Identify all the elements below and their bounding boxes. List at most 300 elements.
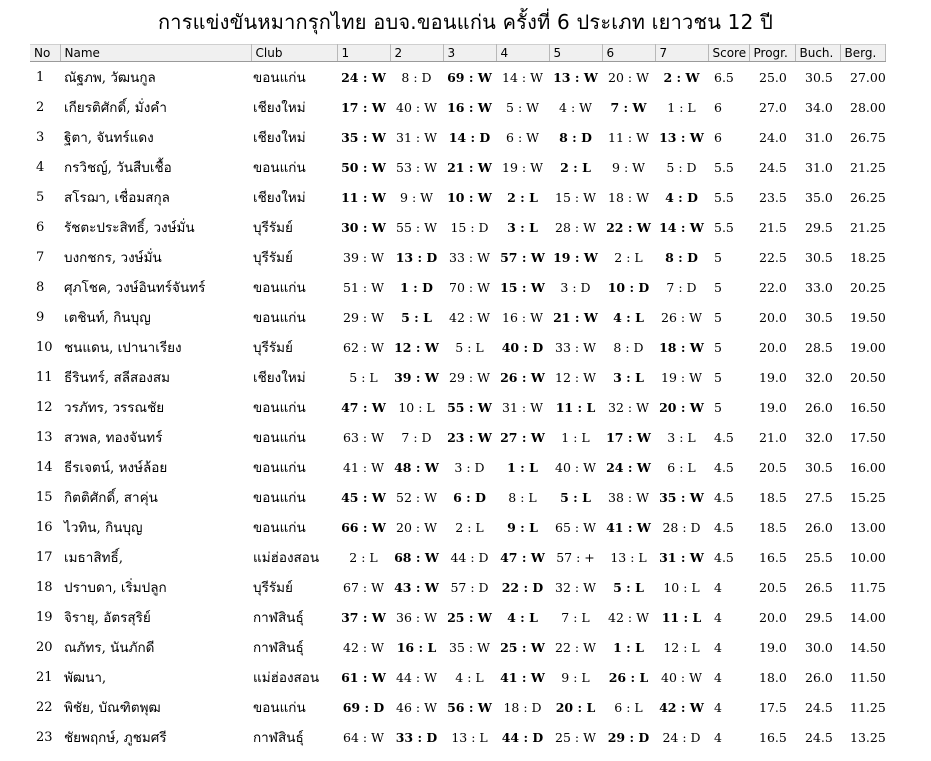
cell-player-name: ณัฐภพ, วัฒนกูล: [64, 70, 156, 86]
cell-progr: 19.0: [759, 399, 787, 415]
cell-round-4: 15 : W: [500, 279, 545, 295]
col-header-name[interactable]: Name: [60, 45, 251, 62]
cell-buch: 29.5: [805, 219, 833, 235]
cell-club: บุรีรัมย์: [253, 580, 293, 596]
cell-berg: 26.75: [850, 129, 886, 145]
cell-club: กาฬสินธุ์: [253, 610, 304, 626]
cell-round-1: 66 : W: [341, 519, 386, 535]
cell-buch: 24.5: [805, 729, 833, 745]
cell-round-4: 57 : W: [500, 249, 545, 265]
cell-round-3: 21 : W: [447, 159, 492, 175]
cell-score: 4.5: [714, 519, 734, 535]
cell-round-3: 3 : D: [454, 459, 485, 475]
cell-round-6: 5 : L: [613, 579, 644, 595]
table-row[interactable]: [30, 662, 886, 692]
table-row[interactable]: [30, 722, 886, 752]
cell-score: 5: [714, 369, 722, 385]
cell-player-name: ชัยพฤกษ์, ภูชมศรี: [64, 730, 167, 746]
cell-player-name: สวพล, ทองจันทร์: [64, 430, 163, 446]
cell-round-4: 47 : W: [500, 549, 545, 565]
cell-round-4: 26 : W: [500, 369, 545, 385]
cell-round-6: 22 : W: [606, 219, 651, 235]
cell-progr: 16.5: [759, 729, 787, 745]
col-header-round-5[interactable]: 5: [549, 45, 602, 62]
cell-score: 5.5: [714, 189, 734, 205]
cell-buch: 31.0: [805, 159, 833, 175]
cell-progr: 19.0: [759, 369, 787, 385]
cell-round-6: 42 : W: [608, 609, 649, 625]
cell-round-4: 6 : W: [506, 129, 539, 145]
cell-player-name: ชนแดน, เปานาเรียง: [64, 340, 182, 356]
col-header-club[interactable]: Club: [251, 45, 337, 62]
table-row[interactable]: [30, 302, 886, 332]
cell-berg: 28.00: [850, 99, 886, 115]
cell-club: ขอนแก่น: [253, 280, 306, 296]
cell-round-1: 35 : W: [341, 129, 386, 145]
table-row[interactable]: [30, 632, 886, 662]
cell-round-2: 46 : W: [396, 699, 437, 715]
cell-round-1: 39 : W: [343, 249, 384, 265]
cell-club: ขอนแก่น: [253, 70, 306, 86]
cell-player-name: ณภัทร, นันภักดี: [64, 640, 155, 656]
cell-player-name: ธีรินทร์, สลีสองสม: [64, 370, 171, 386]
cell-round-4: 18 : D: [503, 699, 542, 715]
cell-round-6: 13 : L: [610, 549, 647, 565]
col-header-progr[interactable]: Progr.: [749, 45, 795, 62]
cell-round-6: 1 : L: [613, 639, 644, 655]
cell-round-6: 17 : W: [606, 429, 651, 445]
col-header-round-4[interactable]: 4: [496, 45, 549, 62]
cell-round-4: 19 : W: [502, 159, 543, 175]
cell-round-5: 19 : W: [553, 249, 598, 265]
col-header-buch[interactable]: Buch.: [795, 45, 840, 62]
cell-round-6: 7 : W: [610, 99, 647, 115]
cell-buch: 26.5: [805, 579, 833, 595]
cell-round-7: 35 : W: [659, 489, 704, 505]
cell-round-5: 13 : W: [553, 69, 598, 85]
table-row[interactable]: [30, 572, 886, 602]
cell-score: 5.5: [714, 159, 734, 175]
cell-round-6: 8 : D: [613, 339, 644, 355]
cell-club: บุรีรัมย์: [253, 220, 293, 236]
cell-berg: 14.00: [850, 609, 886, 625]
cell-round-4: 1 : L: [507, 459, 538, 475]
cell-progr: 19.0: [759, 639, 787, 655]
cell-progr: 18.5: [759, 489, 787, 505]
cell-round-1: 37 : W: [341, 609, 386, 625]
table-row[interactable]: [30, 152, 886, 182]
cell-round-2: 31 : W: [396, 129, 437, 145]
cell-score: 5: [714, 339, 722, 355]
cell-round-5: 65 : W: [555, 519, 596, 535]
table-row[interactable]: [30, 512, 886, 542]
cell-round-2: 53 : W: [396, 159, 437, 175]
cell-club: กาฬสินธุ์: [253, 640, 304, 656]
table-row[interactable]: [30, 392, 886, 422]
cell-round-4: 44 : D: [501, 729, 544, 745]
cell-score: 4: [714, 639, 722, 655]
col-header-round-2[interactable]: 2: [390, 45, 443, 62]
col-header-round-3[interactable]: 3: [443, 45, 496, 62]
cell-round-1: 47 : W: [341, 399, 386, 415]
cell-round-1: 11 : W: [341, 189, 386, 205]
cell-round-7: 24 : D: [662, 729, 701, 745]
cell-round-2: 40 : W: [396, 99, 437, 115]
cell-buch: 24.5: [805, 699, 833, 715]
cell-berg: 13.00: [850, 519, 886, 535]
cell-buch: 26.0: [805, 669, 833, 685]
cell-round-4: 8 : L: [508, 489, 537, 505]
cell-round-2: 52 : W: [396, 489, 437, 505]
cell-buch: 26.0: [805, 399, 833, 415]
cell-round-7: 7 : D: [666, 279, 697, 295]
table-row[interactable]: [30, 212, 886, 242]
cell-round-2: 33 : D: [395, 729, 438, 745]
cell-round-1: 41 : W: [343, 459, 384, 475]
cell-round-6: 3 : L: [613, 369, 644, 385]
cell-score: 6.5: [714, 69, 734, 85]
cell-round-3: 35 : W: [449, 639, 490, 655]
cell-round-5: 5 : L: [560, 489, 591, 505]
cell-round-7: 3 : L: [667, 429, 696, 445]
cell-round-2: 9 : W: [400, 189, 433, 205]
cell-berg: 21.25: [850, 159, 886, 175]
cell-round-5: 4 : W: [559, 99, 592, 115]
cell-player-name: พิชัย, บัณฑิตพุฒ: [64, 700, 161, 716]
cell-progr: 18.0: [759, 669, 787, 685]
cell-no: 17: [36, 549, 53, 565]
cell-no: 10: [36, 339, 53, 355]
cell-club: ขอนแก่น: [253, 490, 306, 506]
cell-round-2: 1 : D: [400, 279, 433, 295]
cell-round-4: 3 : L: [507, 219, 538, 235]
cell-round-2: 48 : W: [394, 459, 439, 475]
cell-score: 4: [714, 579, 722, 595]
cell-round-5: 57 : +: [556, 549, 595, 565]
cell-round-3: 2 : L: [455, 519, 484, 535]
cell-score: 4.5: [714, 459, 734, 475]
cell-berg: 13.25: [850, 729, 886, 745]
cell-round-2: 12 : W: [394, 339, 439, 355]
table-row[interactable]: [30, 422, 886, 452]
cell-round-5: 8 : D: [559, 129, 592, 145]
cell-round-5: 21 : W: [553, 309, 598, 325]
cell-round-6: 29 : D: [607, 729, 650, 745]
cell-round-5: 9 : L: [561, 669, 590, 685]
cell-round-3: 33 : W: [449, 249, 490, 265]
cell-progr: 23.5: [759, 189, 787, 205]
cell-player-name: รัชตะประสิทธิ์, วงษ์มั่น: [64, 220, 195, 236]
cell-berg: 11.75: [850, 579, 886, 595]
cell-berg: 11.25: [850, 699, 886, 715]
cell-round-6: 41 : W: [606, 519, 651, 535]
cell-round-6: 4 : L: [613, 309, 644, 325]
cell-no: 15: [36, 489, 53, 505]
header-row: [30, 45, 886, 62]
cell-berg: 27.00: [850, 69, 886, 85]
cell-buch: 29.5: [805, 609, 833, 625]
cell-round-4: 9 : L: [507, 519, 538, 535]
cell-score: 5: [714, 309, 722, 325]
cell-no: 3: [36, 129, 45, 145]
cell-buch: 33.0: [805, 279, 833, 295]
cell-club: ขอนแก่น: [253, 310, 306, 326]
cell-buch: 31.0: [805, 129, 833, 145]
cell-round-6: 10 : D: [607, 279, 650, 295]
cell-round-3: 10 : W: [447, 189, 492, 205]
cell-no: 4: [36, 159, 45, 175]
cell-round-6: 18 : W: [608, 189, 649, 205]
cell-progr: 27.0: [759, 99, 787, 115]
cell-player-name: เมธาสิทธิ์,: [64, 550, 124, 566]
page-title: การแข่งขันหมากรุกไทย อบจ.ขอนแก่น ครั้งที่ 6 ประเภท เยาวชน 12 ปี: [158, 10, 773, 34]
cell-player-name: บงกชกร, วงษ์มั่น: [64, 250, 162, 266]
cell-round-4: 2 : L: [507, 189, 538, 205]
col-header-round-1[interactable]: 1: [337, 45, 390, 62]
cell-player-name: ไวทิน, กินบุญ: [64, 520, 143, 536]
cell-round-5: 7 : L: [561, 609, 590, 625]
cell-no: 21: [36, 669, 53, 685]
cell-round-1: 62 : W: [343, 339, 384, 355]
table-row[interactable]: [30, 482, 886, 512]
cell-round-5: 33 : W: [555, 339, 596, 355]
cell-player-name: ธีรเจตน์, หงษ์ล้อย: [64, 460, 168, 476]
cell-buch: 30.5: [805, 69, 833, 85]
cell-club: เชียงใหม่: [253, 100, 306, 116]
cell-buch: 30.5: [805, 309, 833, 325]
cell-progr: 21.5: [759, 219, 787, 235]
cell-player-name: สโรฌา, เชื่อมสกุล: [64, 190, 170, 206]
col-header-round-7[interactable]: 7: [655, 45, 708, 62]
cell-progr: 20.0: [759, 309, 787, 325]
cell-progr: 22.5: [759, 249, 787, 265]
cell-round-6: 2 : L: [614, 249, 643, 265]
cell-round-7: 2 : W: [663, 69, 700, 85]
cell-berg: 18.25: [850, 249, 886, 265]
cell-berg: 20.25: [850, 279, 886, 295]
cell-club: บุรีรัมย์: [253, 340, 293, 356]
cell-club: เชียงใหม่: [253, 190, 306, 206]
cell-score: 4: [714, 669, 722, 685]
cell-round-7: 40 : W: [661, 669, 702, 685]
cell-no: 6: [36, 219, 45, 235]
cell-round-7: 11 : L: [661, 609, 702, 625]
table-row[interactable]: [30, 62, 886, 93]
cell-round-1: 69 : D: [342, 699, 385, 715]
cell-progr: 24.0: [759, 129, 787, 145]
cell-no: 11: [36, 369, 53, 385]
cell-club: แม่ฮ่องสอน: [253, 670, 320, 686]
cell-player-name: ฐิตา, จันทร์แดง: [64, 130, 154, 146]
cell-buch: 26.0: [805, 519, 833, 535]
cell-no: 5: [36, 189, 45, 205]
cell-round-6: 20 : W: [608, 69, 649, 85]
cell-round-1: 45 : W: [341, 489, 386, 505]
cell-club: ขอนแก่น: [253, 700, 306, 716]
cell-progr: 17.5: [759, 699, 787, 715]
cell-berg: 19.50: [850, 309, 886, 325]
cell-round-1: 67 : W: [343, 579, 384, 595]
table-row[interactable]: [30, 182, 886, 212]
cell-round-1: 29 : W: [343, 309, 384, 325]
cell-round-6: 6 : L: [614, 699, 643, 715]
cell-no: 22: [36, 699, 53, 715]
table-row[interactable]: [30, 452, 886, 482]
cell-round-7: 20 : W: [659, 399, 704, 415]
cell-player-name: เตชินท์, กินบุญ: [64, 310, 151, 326]
cell-club: ขอนแก่น: [253, 460, 306, 476]
cell-round-7: 19 : W: [661, 369, 702, 385]
cell-round-3: 14 : D: [448, 129, 491, 145]
col-header-score[interactable]: Score: [708, 45, 749, 62]
cell-round-2: 5 : L: [401, 309, 432, 325]
cell-round-2: 36 : W: [396, 609, 437, 625]
cell-round-5: 11 : L: [555, 399, 596, 415]
col-header-no[interactable]: No: [30, 45, 60, 62]
cell-progr: 20.0: [759, 339, 787, 355]
cell-round-1: 42 : W: [343, 639, 384, 655]
cell-round-3: 6 : D: [453, 489, 486, 505]
cell-player-name: จิรายุ, อัตรสุริย์: [64, 610, 151, 626]
col-header-round-6[interactable]: 6: [602, 45, 655, 62]
cell-round-1: 61 : W: [341, 669, 386, 685]
cell-score: 4: [714, 609, 722, 625]
cell-progr: 18.5: [759, 519, 787, 535]
cell-round-3: 29 : W: [449, 369, 490, 385]
cell-round-4: 5 : W: [506, 99, 539, 115]
cell-round-3: 57 : D: [450, 579, 489, 595]
cell-progr: 20.5: [759, 579, 787, 595]
cell-berg: 10.00: [850, 549, 886, 565]
cell-buch: 30.5: [805, 459, 833, 475]
cell-round-7: 12 : L: [663, 639, 700, 655]
cell-club: แม่ฮ่องสอน: [253, 550, 320, 566]
cell-buch: 30.5: [805, 249, 833, 265]
cell-no: 13: [36, 429, 53, 445]
cell-buch: 35.0: [805, 189, 833, 205]
cell-round-1: 64 : W: [343, 729, 384, 745]
cell-round-6: 24 : W: [606, 459, 651, 475]
cell-berg: 21.25: [850, 219, 886, 235]
cell-progr: 20.0: [759, 609, 787, 625]
cell-progr: 24.5: [759, 159, 787, 175]
cell-player-name: กิตติศักดิ์, สาคุ่น: [64, 490, 158, 506]
cell-progr: 16.5: [759, 549, 787, 565]
cell-player-name: พัฒนา,: [64, 670, 107, 686]
cell-round-3: 42 : W: [449, 309, 490, 325]
cell-round-2: 10 : L: [398, 399, 435, 415]
cell-buch: 28.5: [805, 339, 833, 355]
cell-no: 7: [36, 249, 45, 265]
cell-berg: 17.50: [850, 429, 886, 445]
cell-round-4: 14 : W: [502, 69, 543, 85]
cell-round-6: 32 : W: [608, 399, 649, 415]
cell-progr: 22.0: [759, 279, 787, 295]
cell-score: 5.5: [714, 219, 734, 235]
cell-score: 4.5: [714, 429, 734, 445]
table-row[interactable]: [30, 542, 886, 572]
cell-round-5: 3 : D: [560, 279, 591, 295]
cell-round-2: 16 : L: [396, 639, 437, 655]
cell-buch: 27.5: [805, 489, 833, 505]
cell-round-7: 31 : W: [659, 549, 704, 565]
cell-score: 6: [714, 99, 722, 115]
cell-round-3: 69 : W: [447, 69, 492, 85]
cell-round-3: 70 : W: [449, 279, 490, 295]
col-header-berg[interactable]: Berg.: [840, 45, 886, 62]
cell-no: 2: [36, 99, 45, 115]
cell-progr: 21.0: [759, 429, 787, 445]
cell-round-7: 14 : W: [659, 219, 704, 235]
cell-no: 1: [36, 69, 45, 85]
table-row[interactable]: [30, 332, 886, 362]
cell-round-6: 26 : L: [608, 669, 649, 685]
cell-buch: 25.5: [805, 549, 833, 565]
cell-berg: 26.25: [850, 189, 886, 205]
cell-no: 8: [36, 279, 45, 295]
table-row[interactable]: [30, 272, 886, 302]
cell-round-7: 1 : L: [667, 99, 696, 115]
cell-round-6: 38 : W: [608, 489, 649, 505]
cell-berg: 14.50: [850, 639, 886, 655]
cell-buch: 30.0: [805, 639, 833, 655]
cell-round-4: 41 : W: [500, 669, 545, 685]
table-row[interactable]: [30, 92, 886, 122]
cell-round-7: 8 : D: [665, 249, 698, 265]
table-row[interactable]: [30, 362, 886, 392]
cell-round-7: 13 : W: [659, 129, 704, 145]
cell-player-name: วรภัทร, วรรณชัย: [64, 400, 165, 416]
cell-berg: 20.50: [850, 369, 886, 385]
cell-buch: 34.0: [805, 99, 833, 115]
cell-no: 9: [36, 309, 45, 325]
cell-round-3: 56 : W: [447, 699, 492, 715]
cell-no: 19: [36, 609, 53, 625]
cell-club: ขอนแก่น: [253, 430, 306, 446]
cell-club: กาฬสินธุ์: [253, 730, 304, 746]
cell-berg: 11.50: [850, 669, 886, 685]
cell-no: 12: [36, 399, 53, 415]
cell-round-3: 5 : L: [455, 339, 484, 355]
cell-player-name: ปราบดา, เริ่มปลูก: [64, 580, 167, 596]
cell-round-3: 25 : W: [447, 609, 492, 625]
cell-round-5: 28 : W: [555, 219, 596, 235]
cell-no: 23: [36, 729, 53, 745]
cell-progr: 25.0: [759, 69, 787, 85]
cell-round-5: 20 : L: [555, 699, 596, 715]
cell-round-7: 10 : L: [663, 579, 700, 595]
cell-score: 4.5: [714, 489, 734, 505]
table-row[interactable]: [30, 602, 886, 632]
cell-round-2: 39 : W: [394, 369, 439, 385]
cell-round-3: 13 : L: [451, 729, 488, 745]
cell-round-5: 22 : W: [555, 639, 596, 655]
cell-round-5: 1 : L: [561, 429, 590, 445]
cell-round-3: 44 : D: [450, 549, 489, 565]
cell-club: ขอนแก่น: [253, 400, 306, 416]
cell-score: 5: [714, 279, 722, 295]
cell-score: 6: [714, 129, 722, 145]
cell-round-3: 16 : W: [447, 99, 492, 115]
table-row[interactable]: [30, 242, 886, 272]
cell-round-2: 7 : D: [401, 429, 432, 445]
table-row[interactable]: [30, 122, 886, 152]
cell-round-7: 26 : W: [661, 309, 702, 325]
table-row[interactable]: [30, 692, 886, 722]
cell-berg: 15.25: [850, 489, 886, 505]
cell-round-4: 31 : W: [502, 399, 543, 415]
cell-round-1: 30 : W: [341, 219, 386, 235]
